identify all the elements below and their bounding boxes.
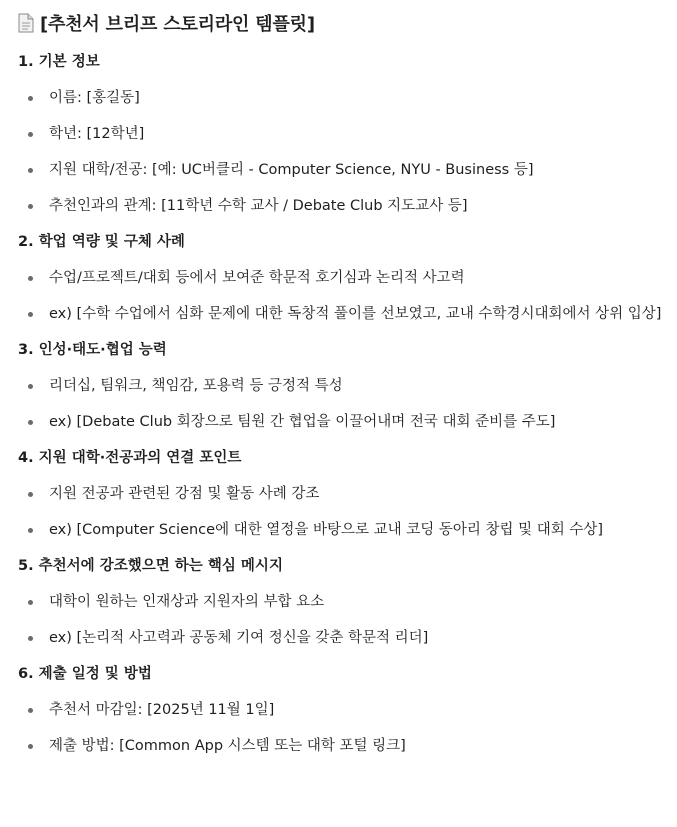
section bbox=[18, 656, 659, 764]
bullet-list bbox=[18, 80, 659, 224]
list-item bbox=[18, 620, 659, 656]
section-heading: 5. 추천서에 강조했으면 하는 핵심 메시지 bbox=[18, 558, 283, 574]
list-item-text: 지원 대학/전공: [예: UC버클리 - Computer Science, NYU - Business 등] bbox=[49, 162, 534, 178]
bullet-dot-icon bbox=[28, 312, 33, 317]
section-heading: 4. 지원 대학·전공과의 연결 포인트 bbox=[18, 450, 242, 466]
bullet-dot-icon bbox=[28, 744, 33, 749]
section-heading: 2. 학업 역량 및 구체 사례 bbox=[18, 234, 185, 250]
sections-container bbox=[18, 44, 662, 764]
section bbox=[18, 332, 659, 440]
section-heading: 1. 기본 정보 bbox=[18, 54, 100, 70]
section bbox=[18, 440, 659, 548]
list-item bbox=[18, 476, 659, 512]
list-item-text: 학년: [12학년] bbox=[49, 126, 145, 142]
title-row bbox=[18, 8, 659, 38]
bullet-list bbox=[18, 584, 659, 656]
bullet-dot-icon bbox=[28, 420, 33, 425]
bullet-list bbox=[18, 368, 659, 440]
document-icon bbox=[18, 13, 34, 33]
bullet-dot-icon bbox=[28, 384, 33, 389]
list-item bbox=[18, 692, 659, 728]
bullet-dot-icon bbox=[28, 204, 33, 209]
section-heading: 3. 인성·태도·협업 능력 bbox=[18, 342, 167, 358]
list-item-text: ex) [수학 수업에서 심화 문제에 대한 독창적 풀이를 선보였고, 교내 수학경시대회에서 상위 입상] bbox=[49, 306, 662, 322]
bullet-dot-icon bbox=[28, 132, 33, 137]
list-item-text: ex) [논리적 사고력과 공동체 기여 정신을 갖춘 학문적 리더] bbox=[49, 630, 429, 646]
section bbox=[18, 224, 662, 332]
list-item bbox=[18, 404, 659, 440]
section-heading: 6. 제출 일정 및 방법 bbox=[18, 666, 152, 682]
page-title: [추천서 브리프 스토리라인 템플릿] bbox=[40, 14, 315, 35]
bullet-dot-icon bbox=[28, 96, 33, 101]
bullet-dot-icon bbox=[28, 708, 33, 713]
bullet-dot-icon bbox=[28, 168, 33, 173]
bullet-dot-icon bbox=[28, 492, 33, 497]
bullet-dot-icon bbox=[28, 600, 33, 605]
list-item-text: ex) [Computer Science에 대한 열정을 바탕으로 교내 코딩 동아리 창립 및 대회 수상] bbox=[49, 522, 603, 538]
bullet-list bbox=[18, 692, 659, 764]
list-item bbox=[18, 116, 659, 152]
section bbox=[18, 548, 659, 656]
list-item bbox=[18, 728, 659, 764]
bullet-list bbox=[18, 476, 659, 548]
bullet-list bbox=[18, 260, 662, 332]
list-item bbox=[18, 260, 659, 296]
list-item bbox=[18, 80, 659, 116]
list-item bbox=[18, 296, 662, 332]
bullet-dot-icon bbox=[28, 528, 33, 533]
list-item bbox=[18, 512, 659, 548]
list-item bbox=[18, 368, 659, 404]
list-item-text: 이름: [홍길동] bbox=[49, 90, 140, 106]
list-item-text: 대학이 원하는 인재상과 지원자의 부합 요소 bbox=[49, 594, 325, 610]
list-item-text: 리더십, 팀워크, 책임감, 포용력 등 긍정적 특성 bbox=[49, 378, 343, 394]
bullet-dot-icon bbox=[28, 276, 33, 281]
list-item bbox=[18, 188, 659, 224]
list-item-text: 제출 방법: [Common App 시스템 또는 대학 포털 링크] bbox=[49, 738, 406, 754]
list-item bbox=[18, 152, 659, 188]
list-item-text: 수업/프로젝트/대회 등에서 보여준 학문적 호기심과 논리적 사고력 bbox=[49, 270, 465, 286]
list-item-text: 추천서 마감일: [2025년 11월 1일] bbox=[49, 702, 275, 718]
list-item-text: 추천인과의 관계: [11학년 수학 교사 / Debate Club 지도교사 등] bbox=[49, 198, 468, 214]
bullet-dot-icon bbox=[28, 636, 33, 641]
list-item bbox=[18, 584, 659, 620]
list-item-text: ex) [Debate Club 회장으로 팀원 간 협업을 이끌어내며 전국 대회 준비를 주도] bbox=[49, 414, 556, 430]
list-item-text: 지원 전공과 관련된 강점 및 활동 사례 강조 bbox=[49, 486, 320, 502]
section bbox=[18, 44, 659, 224]
